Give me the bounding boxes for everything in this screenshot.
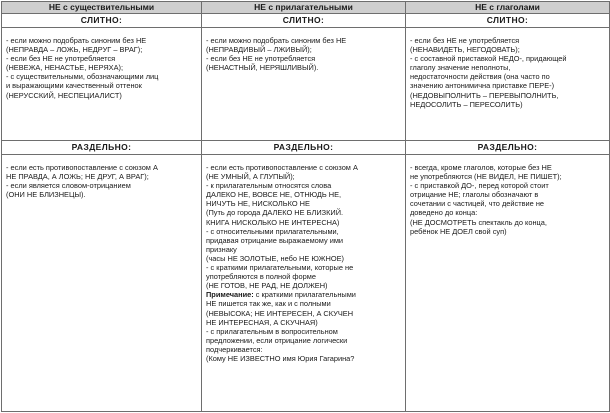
rule-line: - с составной приставкой НЕДО-, придающей xyxy=(410,54,567,64)
rule-line: (Кому НЕ ИЗВЕСТНО имя Юрия Гагарина? xyxy=(206,353,355,363)
rule-line: (НЕВЕЖА, НЕНАСТЬЕ, НЕРЯХА); xyxy=(6,63,124,73)
rule-line: (НЕПРАВДИВЫЙ – ЛЖИВЫЙ); xyxy=(206,45,312,55)
cell-separate-adjectives xyxy=(202,141,406,412)
rule-line: - если есть противопоставление с союзом А xyxy=(206,163,358,172)
rule-line: придавая отрицание выражаемому ими xyxy=(206,235,344,245)
rule-line: КНИГА НИСКОЛЬКО НЕ ИНТЕРЕСНА) xyxy=(206,217,340,227)
rule-line: ребёнок НЕ ДОЕЛ свой суп) xyxy=(410,226,507,236)
section-title-together: СЛИТНО: xyxy=(202,15,405,28)
rule-line: - с краткими прилагательными, которые не xyxy=(206,263,354,273)
note-line: (НЕВЫСОКА; НЕ ИНТЕРЕСЕН, А СКУЧЕН xyxy=(206,308,354,318)
rule-line: (НЕДОВЫПОЛНИТЬ – ПЕРЕВЫПОЛНИТЬ, xyxy=(410,90,559,100)
rule-line: значению антонимична приставке ПЕРЕ-) xyxy=(410,81,555,91)
section-title-separate: РАЗДЕЛЬНО: xyxy=(406,142,609,155)
header-adjectives: НЕ с прилагательными xyxy=(202,2,406,14)
rule-line: - если без НЕ не употребляется xyxy=(410,36,520,45)
rule-line: (НЕНАВИДЕТЬ, НЕГОДОВАТЬ); xyxy=(410,45,520,55)
rule-line: - если можно подобрать синоним без НЕ xyxy=(6,36,147,45)
rule-line: - если является словом-отрицанием xyxy=(6,181,131,191)
rule-line: НЕДОСОЛИТЬ – ПЕРЕСОЛИТЬ) xyxy=(410,99,523,109)
rule-line: - с прилагательным в вопросительном xyxy=(206,326,338,336)
rule-line: сочетании с частицей, что действие не xyxy=(410,199,545,209)
section-title-separate: РАЗДЕЛЬНО: xyxy=(2,142,201,155)
rule-line: глаголу значение неполноты, xyxy=(410,63,511,73)
rule-line: употребляются в полной форме xyxy=(206,272,316,282)
rule-line: (НЕПРАВДА – ЛОЖЬ, НЕДРУГ – ВРАГ); xyxy=(6,45,143,55)
note-label: Примечание: xyxy=(206,290,254,300)
rule-line: - с приставкой ДО-, перед которой стоит xyxy=(410,181,549,191)
note-text: с краткими прилагательными xyxy=(253,290,356,300)
rule-line: - к прилагательным относятся слова xyxy=(206,181,332,191)
rule-line: (Путь до города ДАЛЕКО НЕ БЛИЗКИЙ. xyxy=(206,208,344,218)
rule-line: - если без НЕ не употребляется xyxy=(206,54,316,64)
cell-together-verbs xyxy=(406,14,610,141)
cell-together-nouns xyxy=(2,14,202,141)
cell-separate-nouns xyxy=(2,141,202,412)
rule-line: - с относительными прилагательными, xyxy=(206,226,339,236)
cell-separate-verbs xyxy=(406,141,610,412)
cell-together-adjectives xyxy=(202,14,406,141)
rule-line: (НЕНАСТНЫЙ, НЕРЯШЛИВЫЙ). xyxy=(206,63,319,73)
rule-line: - если есть противопоставление с союзом А xyxy=(6,163,158,172)
rule-line: - если без НЕ не употребляется xyxy=(6,54,116,64)
section-title-together: СЛИТНО: xyxy=(2,15,201,28)
rule-line: подчеркивается: xyxy=(206,344,263,354)
rule-line: - с существительными, обозначающими лиц xyxy=(6,72,159,82)
rule-line: и выражающими качественный оттенок xyxy=(6,81,142,91)
rule-line: (НЕ УМНЫЙ, А ГЛУПЫЙ); xyxy=(206,172,295,182)
rule-line: (НЕ ДОСМОТРЕТЬ спектакль до конца, xyxy=(410,217,547,227)
section-title-separate: РАЗДЕЛЬНО: xyxy=(202,142,405,155)
header-nouns: НЕ с существительными xyxy=(2,2,202,14)
note-line xyxy=(202,290,405,299)
rule-line: (НЕРУССКИЙ, НЕСПЕЦИАЛИСТ) xyxy=(6,90,122,100)
rule-line: - всегда, кроме глаголов, которые без НЕ xyxy=(410,163,552,172)
rule-line: доведено до конца: xyxy=(410,208,478,218)
rule-line: ДАЛЕКО НЕ, ВОВСЕ НЕ, ОТНЮДЬ НЕ, xyxy=(206,190,342,200)
section-title-together: СЛИТНО: xyxy=(406,15,609,28)
rules-table xyxy=(1,1,610,412)
rule-line: НЕ ПРАВДА, А ЛОЖЬ; НЕ ДРУГ, А ВРАГ); xyxy=(6,172,149,182)
rule-line: (часы НЕ ЗОЛОТЫЕ, небо НЕ ЮЖНОЕ) xyxy=(206,253,344,263)
rule-line: (НЕ ГОТОВ, НЕ РАД, НЕ ДОЛЖЕН) xyxy=(206,281,328,291)
rule-line: - если можно подобрать синоним без НЕ xyxy=(206,36,347,45)
rule-line: отрицание НЕ; глаголы обозначают в xyxy=(410,190,539,200)
header-verbs: НЕ с глаголами xyxy=(406,2,610,14)
note-line: НЕ ИНТЕРЕСНАЯ, А СКУЧНАЯ) xyxy=(206,317,318,327)
rule-line: недостаточности действия (она часто по xyxy=(410,72,550,82)
rule-line: НИЧУТЬ НЕ, НИСКОЛЬКО НЕ xyxy=(206,199,310,209)
note-line: НЕ пишется так же, как и с полными xyxy=(206,299,331,309)
rule-line: признаку xyxy=(206,244,237,254)
rule-line: предложении, если отрицание логически xyxy=(206,335,348,345)
rule-line: не употребляются (НЕ ВИДЕЛ, НЕ ПИШЕТ); xyxy=(410,172,562,182)
rule-line: (ОНИ НЕ БЛИЗНЕЦЫ). xyxy=(6,190,86,200)
